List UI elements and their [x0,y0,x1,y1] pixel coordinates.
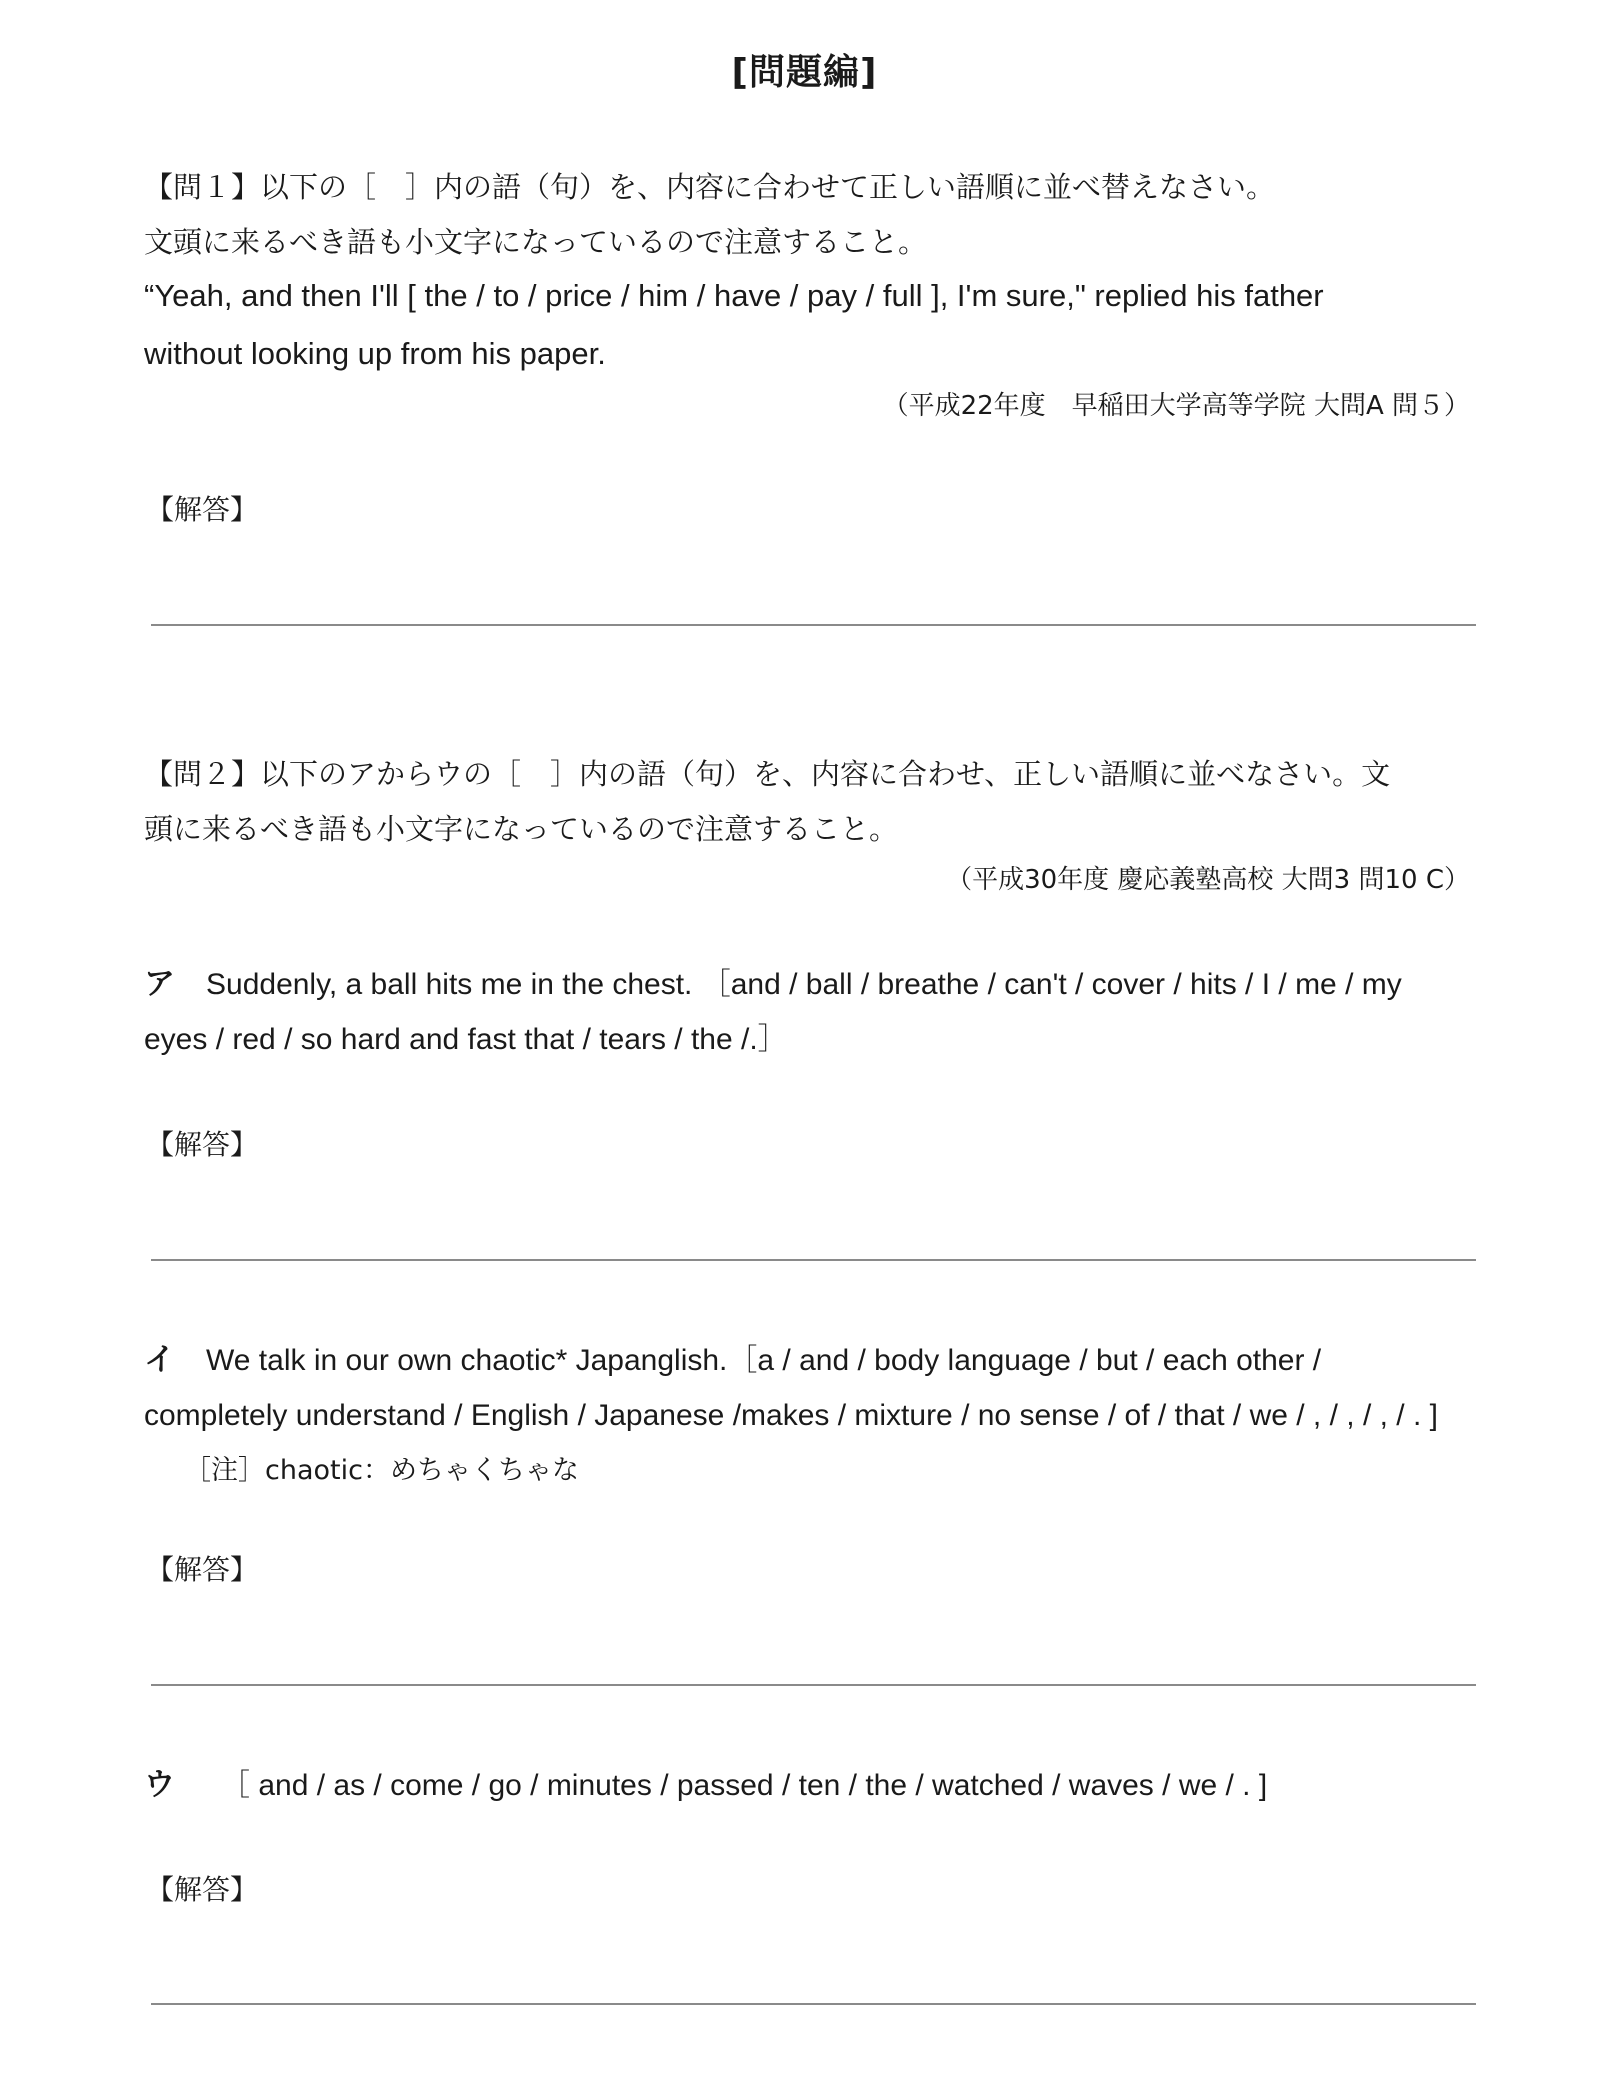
q2-item-a-answer-line[interactable] [151,1259,1476,1261]
q2-item-u-text: ［ and / as / come / go / minutes / passed / ten / the / watched / waves / we / . ] [220,1769,1268,1802]
q2-item-i-label: イ [144,1342,175,1377]
q2-instruction-line1: 【問２】以下のアからウの［ ］内の語（句）を、内容に合わせ、正しい語順に並べなさい。文 [144,757,1391,791]
q2-item-a-label: ア [144,966,175,1001]
q1-instruction-line2: 文頭に来るべき語も小文字になっているので注意すること。 [144,225,928,259]
q2-item-u-line1 [144,1765,1267,1806]
q2-item-a-answer-label: 【解答】 [146,1128,259,1161]
q2-item-a-line2: eyes / red / so hard and fast that / tears / the /.］ [144,1023,788,1056]
q1-answer-line[interactable] [151,624,1476,626]
q2-instruction-line2: 頭に来るべき語も小文字になっているので注意すること。 [144,812,899,846]
q2-item-i-note: ［注］chaotic：めちゃくちゃな [184,1455,579,1486]
q1-sentence-line2: without looking up from his paper. [144,336,606,371]
q2-item-u-answer-label: 【解答】 [146,1873,259,1906]
q2-item-i-answer-line[interactable] [151,1684,1476,1686]
q2-item-i-line1 [144,1340,1321,1381]
q1-source: （平成22年度 早稲田大学高等学院 大問A 問５） [882,391,1470,421]
q2-item-i-answer-label: 【解答】 [146,1553,259,1586]
q2-item-u-label: ウ [144,1767,175,1802]
q2-item-a-text: Suddenly, a ball hits me in the chest. ［and / ball / breathe / can't / cover / hits / I / me / my [206,968,1402,1001]
q1-answer-label: 【解答】 [146,493,259,526]
q2-item-i-line2: completely understand / English / Japanese /makes / mixture / no sense / of / that / we / , / , / , / . ] [144,1399,1438,1432]
page-title: [問題編] [731,52,878,93]
q1-sentence-line1: “Yeah, and then I'll [ the / to / price / him / have / pay / full ], I'm sure," replied his father [144,278,1324,313]
q2-item-i-text: We talk in our own chaotic* Japanglish.［a / and / body language / but / each other / [206,1344,1322,1377]
q1-instruction-line1: 【問１】以下の［ ］内の語（句）を、内容に合わせて正しい語順に並べ替えなさい。 [144,170,1276,204]
q2-item-a-line1 [144,964,1402,1005]
q2-item-u-answer-line[interactable] [151,2003,1476,2005]
q2-source: （平成30年度 慶応義塾高校 大問3 問10 C） [946,865,1470,895]
